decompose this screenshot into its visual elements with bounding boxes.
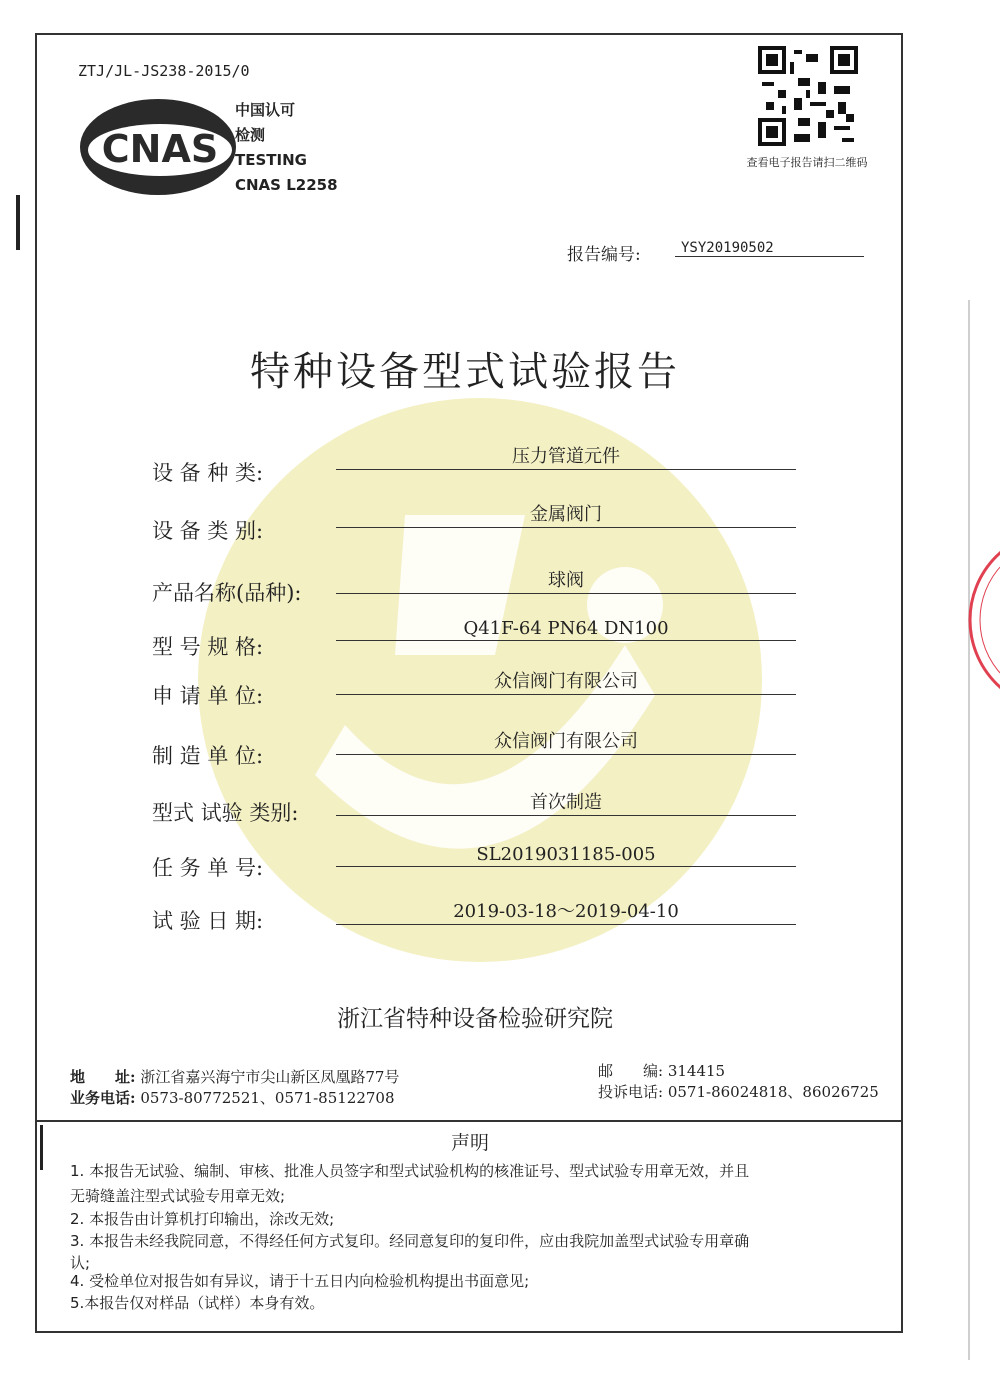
qr-code[interactable] (758, 46, 858, 146)
address-label: 地 址: (70, 1068, 136, 1086)
report-number-label: 报告编号: (567, 245, 641, 265)
phone-label: 业务电话: (70, 1089, 136, 1107)
section-divider (35, 1120, 903, 1122)
accreditation-text (235, 98, 338, 198)
field-value-applicant: 众信阀门有限公司 (336, 667, 796, 695)
field-value-product-name: 球阀 (336, 566, 796, 594)
declaration-title: 声明 (450, 1132, 489, 1154)
cert-line-4: CNAS L2258 (235, 176, 338, 194)
phone-row (70, 1087, 395, 1108)
field-label-manufacturer: 制 造 单 位: (152, 744, 264, 768)
field-label-equipment-category: 设 备 类 别: (152, 519, 264, 543)
field-value-task-number: SL2019031185-005 (336, 844, 796, 867)
cnas-logo (78, 92, 248, 197)
cert-line-1: 中国认可 (235, 101, 296, 119)
left-binding-mark (16, 195, 20, 250)
logo-text: CNAS (101, 127, 219, 171)
address-value: 浙江省嘉兴海宁市尖山新区凤凰路77号 (140, 1068, 400, 1086)
document-code: ZTJ/JL-JS238-2015/0 (78, 62, 250, 80)
field-label-test-category: 型式 试验 类别: (152, 801, 299, 825)
field-value-model-spec: Q41F-64 PN64 DN100 (336, 618, 796, 641)
field-value-manufacturer: 众信阀门有限公司 (336, 727, 796, 755)
complaint-value: 0571-86024818、86026725 (667, 1083, 879, 1101)
field-label-equipment-type: 设 备 种 类: (152, 461, 264, 485)
field-value-test-category: 首次制造 (336, 788, 796, 816)
right-edge-line (968, 300, 970, 1360)
phone-value: 0573-80772521、0571-85122708 (140, 1089, 395, 1107)
declaration-line: 认; (70, 1254, 91, 1272)
qr-caption: 查看电子报告请扫二维码 (746, 156, 868, 169)
declaration-line: 5.本报告仅对样品（试样）本身有效。 (70, 1294, 325, 1312)
declaration-line: 无骑缝盖注型式试验专用章无效; (70, 1187, 286, 1205)
declaration-line: 4. 受检单位对报告如有异议，请于十五日内向检验机构提出书面意见; (70, 1272, 530, 1290)
address-row (70, 1066, 399, 1087)
declaration-line: 2. 本报告由计算机打印输出，涂改无效; (70, 1210, 335, 1228)
seal-stamp-edge (960, 520, 1000, 720)
report-number-value: YSY20190502 (675, 240, 864, 257)
field-label-applicant: 申 请 单 位: (152, 684, 264, 708)
complaint-label: 投诉电话: (598, 1083, 664, 1101)
field-value-equipment-type: 压力管道元件 (336, 442, 796, 470)
field-label-model-spec: 型 号 规 格: (152, 635, 264, 659)
field-label-product-name: 产品名称(品种): (152, 581, 302, 605)
complaint-row (598, 1081, 879, 1102)
cert-line-3: TESTING (235, 151, 307, 169)
postcode-label: 邮 编: (598, 1062, 664, 1080)
postcode-row (598, 1060, 725, 1081)
report-title: 特种设备型式试验报告 (250, 349, 680, 395)
postcode-value: 314415 (667, 1062, 726, 1080)
field-value-test-date: 2019-03-18～2019-04-10 (336, 897, 796, 925)
institute-name: 浙江省特种设备检验研究院 (337, 1006, 613, 1032)
cert-line-2: 检测 (235, 126, 266, 144)
field-label-task-number: 任 务 单 号: (152, 856, 264, 880)
declaration-line: 3. 本报告未经我院同意，不得经任何方式复印。经同意复印的复印件，应由我院加盖型式试验专用章确 (70, 1232, 750, 1250)
field-label-test-date: 试 验 日 期: (152, 909, 264, 933)
declaration-line: 1. 本报告无试验、编制、审核、批准人员签字和型式试验机构的核准证号、型式试验专用章无效，并且 (70, 1162, 750, 1180)
field-value-equipment-category: 金属阀门 (336, 500, 796, 528)
